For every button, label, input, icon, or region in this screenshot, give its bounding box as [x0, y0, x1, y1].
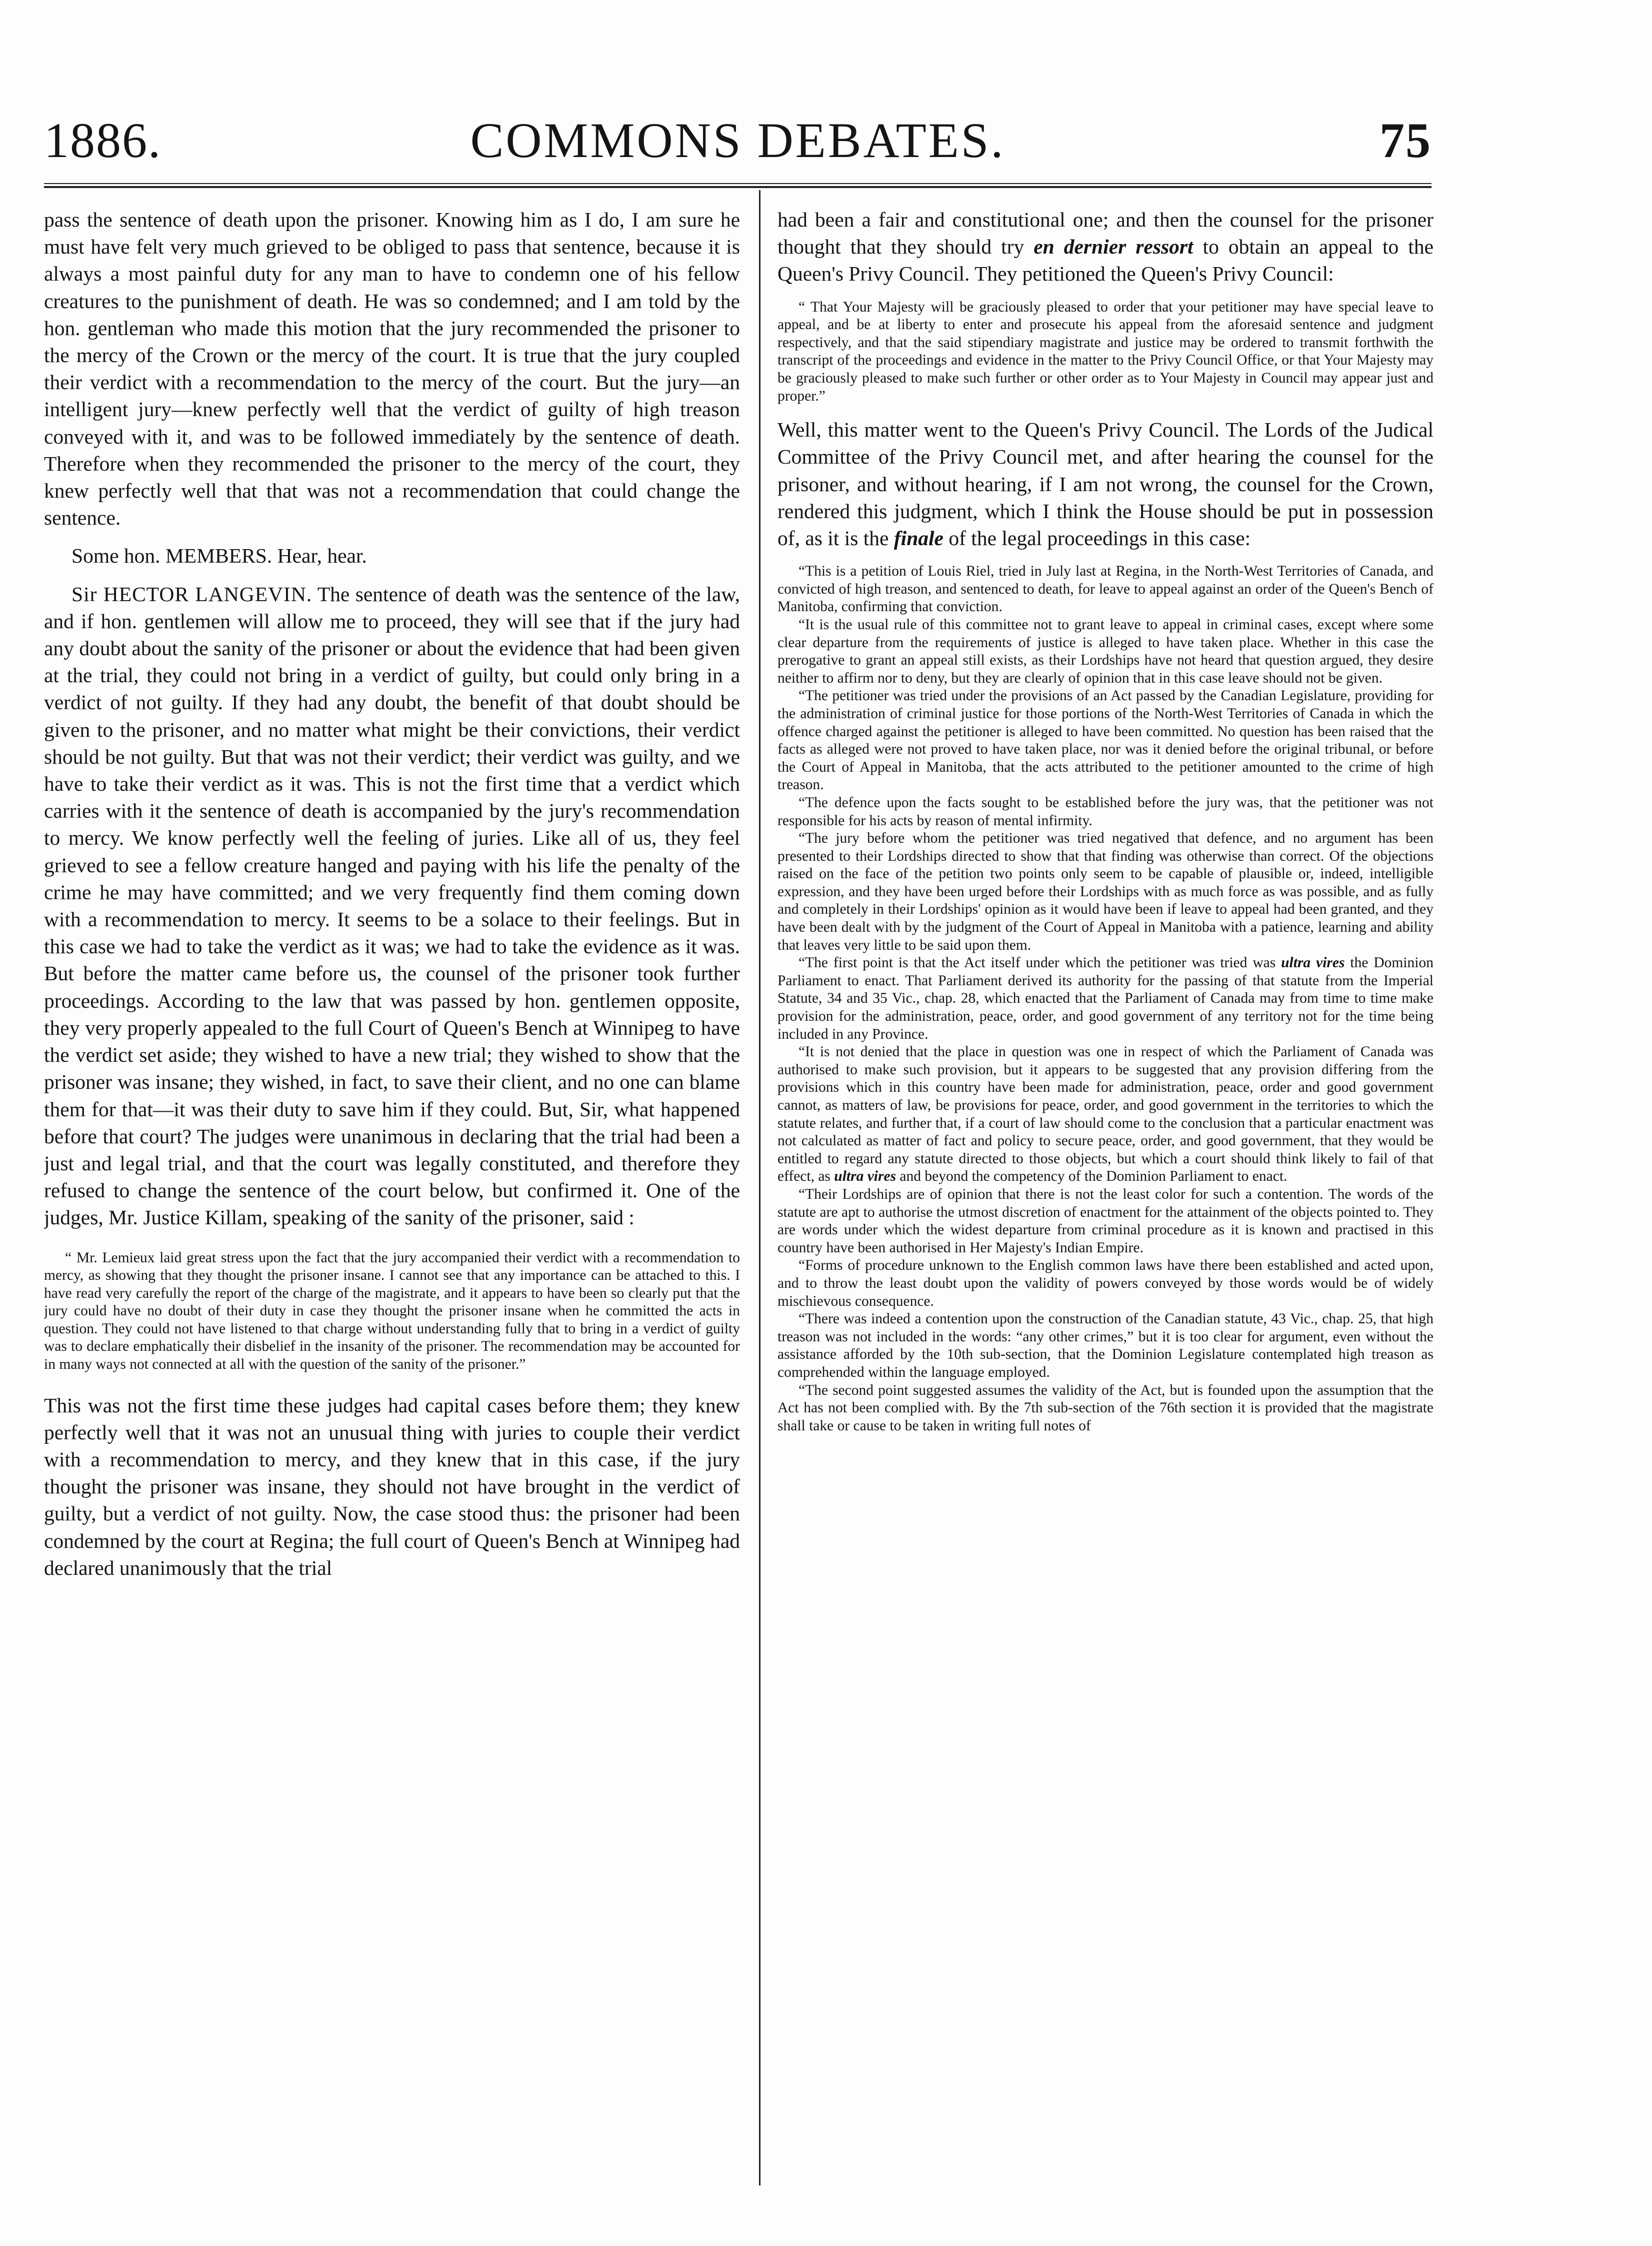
judgment-paragraph: “This is a petition of Louis Riel, tried in July last at Regina, in the North-West Territories of Canada, and convicted of high treason, and sentenced to death, for leave to appeal against an order of the Queen's Bench of Manitoba, confirming that conviction. [778, 563, 1434, 615]
quote-petition: “ That Your Majesty will be graciously pleased to order that your petitioner may have special leave to appeal, and be at liberty to enter and prosecute his appeal from the aforesaid sentence and judgment respectively, and that the said stipendiary magistrate and justice may be ordered to transmit forthwith the transcript of the proceedings and evidence in the matter to the Privy Council Office, or that Your Majesty may be graciously pleased to make such further or other order as to Your Majesty in Council may appear just and proper.” [778, 299, 1434, 404]
speaker-name: Sir HECTOR LANGEVIN. [72, 582, 312, 606]
judgment-paragraph: “The petitioner was tried under the provisions of an Act passed by the Canadian Legislature, providing for the administration of criminal justice for those portions of the North-West Territories of Canada in which the offence charged against the petitioner is alleged to have been committed. No question has been raised that the facts as alleged were not proved to have taken place, nor was it denied before the original tribunal, or before the Court of Appeal in Manitoba, that the acts attributed to the petitioner amounted to the crime of high treason. [778, 688, 1434, 793]
right-column [778, 206, 1434, 2189]
text-run: to obtain an appeal to the Queen's Privy Council. They petitioned the Queen's Privy Council: [778, 235, 1434, 286]
page-header [44, 103, 1432, 188]
text-run: “It is not denied that the place in question was one in respect of which the Parliament of Canada was authorised to make such provision, but it appears to be suggested that any provision differing from the provisions which in this country have been made for administration, peace, order and good government cannot, as matters of law, be provisions for peace, order, and good government in the territories to which the statute relates, and further that, if a court of law should come to the conclusion that a particular enactment was not calculated as matter of fact and policy to secure peace, order, and good government, that they would be entitled to regard any statute directed to those objects, but which a court should think likely to fail of that effect, as [778, 1044, 1434, 1185]
column-divider [759, 190, 760, 2185]
text-run: of the legal proceedings in this case: [943, 526, 1251, 550]
header-page-number: 75 [1380, 113, 1432, 168]
text-run: and beyond the competency of the Dominion Parliament to enact. [896, 1168, 1288, 1185]
italic-phrase: ultra vires [1281, 955, 1345, 971]
paragraph-langevin [44, 581, 740, 1231]
judgment-paragraph [778, 1043, 1434, 1186]
paragraph-continuation [778, 206, 1434, 288]
judgment-paragraph: “Forms of procedure unknown to the English common laws have there been established and acted upon, and to throw the least doubt upon the validity of powers conveyed by those words would be of widely mischievous consequence. [778, 1257, 1434, 1309]
header-rule-thin [44, 183, 1432, 184]
text-run: “The first point is that the Act itself under which the petitioner was tried was [798, 955, 1282, 971]
judgment-paragraph: “The jury before whom the petitioner was tried negatived that defence, and no argument has been presented to their Lordships directed to show that that finding was otherwise than correct. Of the objections raised on the face of the petition two points only seem to be capable of plausible or, indeed, intelligible expression, and they have been urged before their Lordships with as much force as was possible, and as fully and completely in their Lordships' opinion as it would have been if leave to appeal had been granted, and they have been dealt with by the judgment of the Court of Appeal in Manitoba with a patience, learning and ability that leaves very little to be said upon them. [778, 830, 1434, 953]
judgment-paragraph: “There was indeed a contention upon the construction of the Canadian statute, 43 Vic., chap. 25, that high treason was not included in the words: “any other crimes,” but it is too clear for argument, even without the assistance afforded by the 10th sub-section, that the Dominion Legislature contemplated high treason as comprehended within the language employed. [778, 1311, 1434, 1380]
paragraph-opening: pass the sentence of death upon the prisoner. Knowing him as I do, I am sure he must have felt very much grieved to be obliged to pass that sentence, because it is always a most painful duty for any man to have to condemn one of his fellow creatures to the punishment of death. He was so condemned; and I am told by the hon. gentleman who made this motion that the jury recommended the prisoner to the mercy of the Crown or the mercy of the court. It is true that the jury coupled their verdict with a recommendation to the mercy of the court. But the jury—an intelligent jury—knew perfectly well that the verdict of guilty of high treason conveyed with it, and was to be followed immediately by the sentence of death. Therefore when they recommended the prisoner to the mercy of the court, they knew perfectly well that that was not a recommendation that could change the sentence. [44, 208, 740, 530]
judgment-paragraph: “Their Lordships are of opinion that there is not the least color for such a contention. The words of the statute are apt to authorise the utmost discretion of enactment for the attainment of the objects pointed to. They are words under which the widest departure from criminal procedure as it is known and practised in this country have been authorised in Her Majesty's Indian Empire. [778, 1186, 1434, 1256]
text-run: the Dominion Parliament to enact. That Parliament derived its authority for the passing of that statute from the Imperial Statute, 34 and 35 Vic., chap. 28, which enacted that the Parliament of Canada may from time to time make provision for the administration, peace, order, and good government of any territory not for the time being included in any Province. [778, 955, 1434, 1042]
judgment-paragraph: “The second point suggested assumes the validity of the Act, but is founded upon the assumption that the Act has not been complied with. By the 7th sub-section of the 76th section it is provided that the magistrate shall take or cause to be taken in writing full notes of [778, 1382, 1434, 1434]
paragraph-interjection: Some hon. MEMBERS. Hear, hear. [72, 544, 367, 568]
judgment-paragraph [778, 954, 1434, 1043]
italic-phrase: ultra vires [834, 1168, 896, 1185]
paragraph-privy-council [778, 416, 1434, 552]
paragraph-closing: This was not the first time these judges had capital cases before them; they knew perfectly well that it was not an unusual thing with juries to couple their verdict with a recommendation to mercy, and they knew that in this case, if the jury thought the prisoner was insane, they should not have brought in the verdict of guilty, but a verdict of not guilty. Now, the case stood thus: the prisoner had been condemned by the court at Regina; the full court of Queen's Bench at Winnipeg had declared unanimously that the trial [44, 1393, 740, 1579]
text-run: Well, this matter went to the Queen's Privy Council. The Lords of the Judical Committee of the Privy Council met, and after hearing the counsel for the prisoner, and without hearing, if I am not wrong, the counsel for the Crown, rendered this judgment, which I think the House should be put in possession of, as it is the [778, 418, 1434, 550]
speech-text: The sentence of death was the sentence of the law, and if hon. gentlemen will allow me to proceed, they will see that if the jury had any doubt about the sanity of the prisoner or about the evidence that had been given at the trial, they could not bring in a verdict of guilty, but could only bring in a verdict of not guilty. If they had any doubt, the benefit of that doubt should be given to the prisoner, and no matter what might be their convictions, their verdict should be not guilty. But that was not their verdict; their verdict was guilty, and we have to take their verdict as it was. This is not the first time that a verdict which carries with it the sentence of death is accompanied by the jury's recommendation to mercy. We know perfectly well the feeling of juries. Like all of us, they feel grieved to see a fellow creature hanged and paying with his life the penalty of the crime he may have committed; and we very frequently find them coming down with a recommendation to mercy. It seems to be a solace to their feelings. But in this case we had to take the verdict as it was; we had to take the evidence as it was. But before the matter came before us, the counsel of the prisoner took further proceedings. According to the law that was passed by hon. gentlemen opposite, they very properly appealed to the full Court of Queen's Bench at Winnipeg to have the verdict set aside; they wished to have a new trial; they wished to show that the prisoner was insane; they wished, in fact, to save their client, and no one can blame them for that—it was their duty to save him if they could. But, Sir, what happened before that court? The judges were unanimous in declaring that the trial had been a just and legal trial, and that the court was legally constituted, and therefore they refused to change the sentence of the court below, but confirmed it. One of the judges, Mr. Justice Killam, speaking of the sanity of the prisoner, said : [44, 582, 740, 1229]
left-column [44, 206, 740, 2189]
header-year: 1886. [44, 113, 162, 168]
text-run: had been a fair and constitutional one; and then the counsel for the prisoner thought that they should try [778, 208, 1434, 259]
header-rule [44, 186, 1432, 188]
italic-phrase: en dernier ressort [1034, 235, 1194, 259]
judgment-paragraph: “The defence upon the facts sought to be established before the jury was, that the petitioner was not responsible for his acts by reason of mental infirmity. [778, 794, 1434, 829]
header-title: COMMONS DEBATES. [470, 113, 1006, 168]
italic-phrase: finale [894, 526, 944, 550]
judgment-paragraph: “It is the usual rule of this committee not to grant leave to appeal in criminal cases, except where some clear departure from the requirements of justice is alleged to have taken place. Whether in this case the prerogative to grant an appeal still exists, as their Lordships have not heard that question argued, they desire neither to affirm nor to deny, but they are clearly of opinion that in this case leave should not be given. [778, 616, 1434, 686]
quote-killam: “ Mr. Lemieux laid great stress upon the fact that the jury accompanied their verdict with a recommendation to mercy, as showing that they thought the prisoner insane. I cannot see that any importance can be attached to this. I have read very carefully the report of the charge of the magistrate, and it appears to have been so clearly put that the jury could have no doubt of their duty in case they thought the prisoner insane when he committed the acts in question. They could not have listened to that charge without understanding fully that to bring in a verdict of guilty was to declare emphatically their disbelief in the insanity of the prisoner. The recommendation may be accounted for in many ways not connected at all with the question of the sanity of the prisoner.” [44, 1249, 740, 1373]
